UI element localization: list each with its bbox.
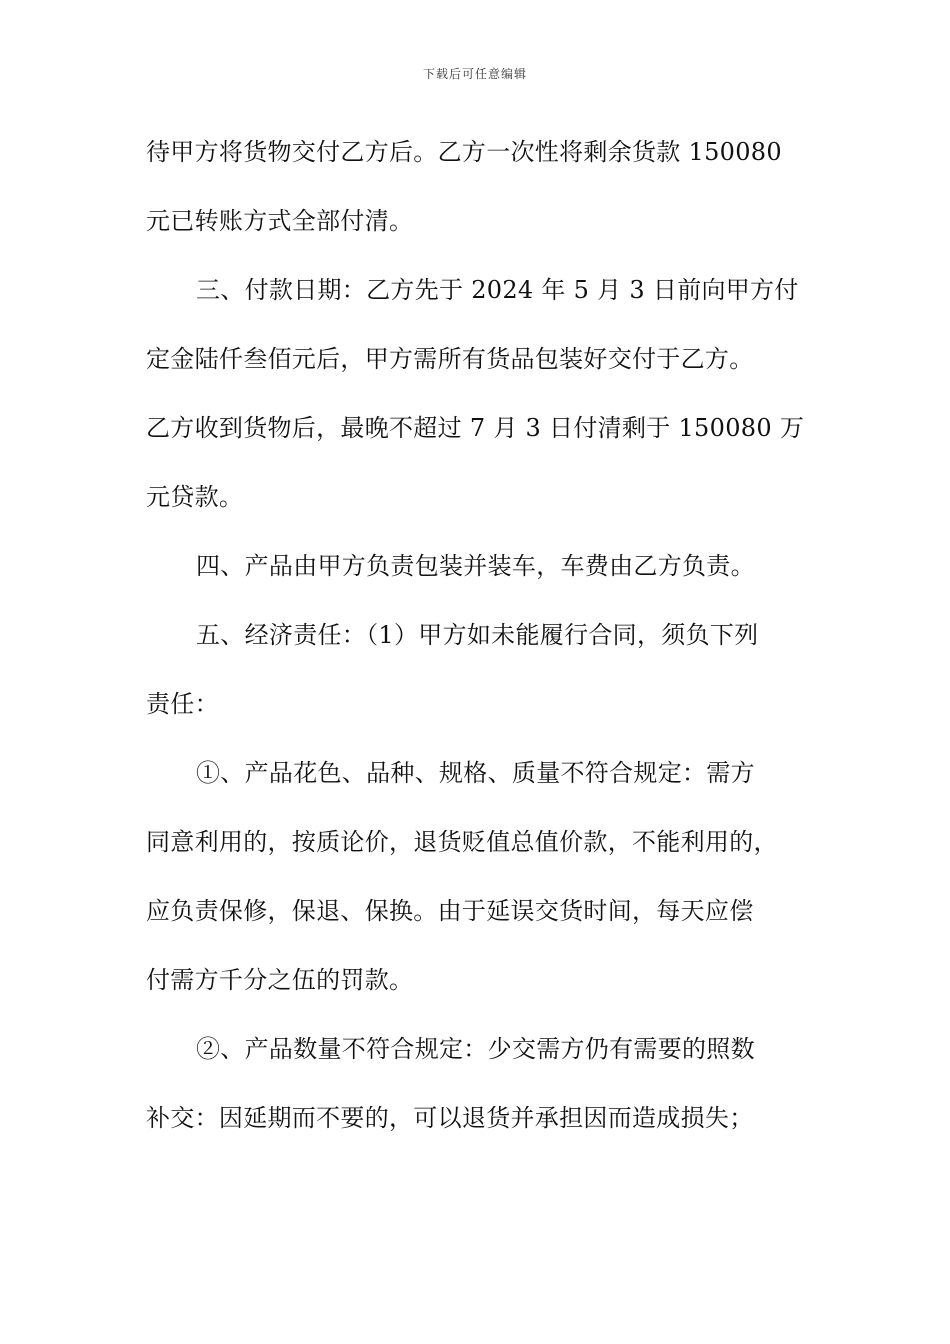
paragraph-line: 待甲方将货物交付乙方后。乙方一次性将剩余货款 150080 — [146, 138, 782, 166]
clause-five-line: 五、经济责任：（1）甲方如未能履行合同，须负下列 — [196, 621, 759, 649]
paragraph-line: 乙方收到货物后，最晚不超过 7 月 3 日付清剩于 150080 万 — [146, 414, 805, 442]
paragraph-line: 同意利用的，按质论价，退货贬值总值价款，不能利用的， — [146, 828, 778, 856]
contract-body — [146, 118, 826, 1153]
clause-four-line: 四、产品由甲方负责包装并装车，车费由乙方负责。 — [196, 552, 755, 580]
page-header: 下载后可任意编辑 — [422, 67, 527, 81]
paragraph-line: 责任： — [146, 690, 219, 718]
paragraph-line: 元已转账方式全部付清。 — [146, 207, 414, 235]
paragraph-line: 定金陆仟叁佰元后，甲方需所有货品包装好交付于乙方。 — [146, 345, 754, 373]
item-two-line: ②、产品数量不符合规定：少交需方仍有需要的照数 — [196, 1035, 755, 1063]
clause-three-line: 三、付款日期：乙方先于 2024 年 5 月 3 日前向甲方付 — [196, 276, 799, 304]
item-one-line: ①、产品花色、品种、规格、质量不符合规定：需方 — [196, 759, 755, 787]
paragraph-line: 元贷款。 — [146, 483, 244, 511]
paragraph-line: 付需方千分之伍的罚款。 — [146, 966, 414, 994]
paragraph-line: 应负责保修，保退、保换。由于延误交货时间，每天应偿 — [146, 897, 754, 925]
paragraph-line: 补交：因延期而不要的，可以退货并承担因而造成损失； — [146, 1104, 754, 1132]
